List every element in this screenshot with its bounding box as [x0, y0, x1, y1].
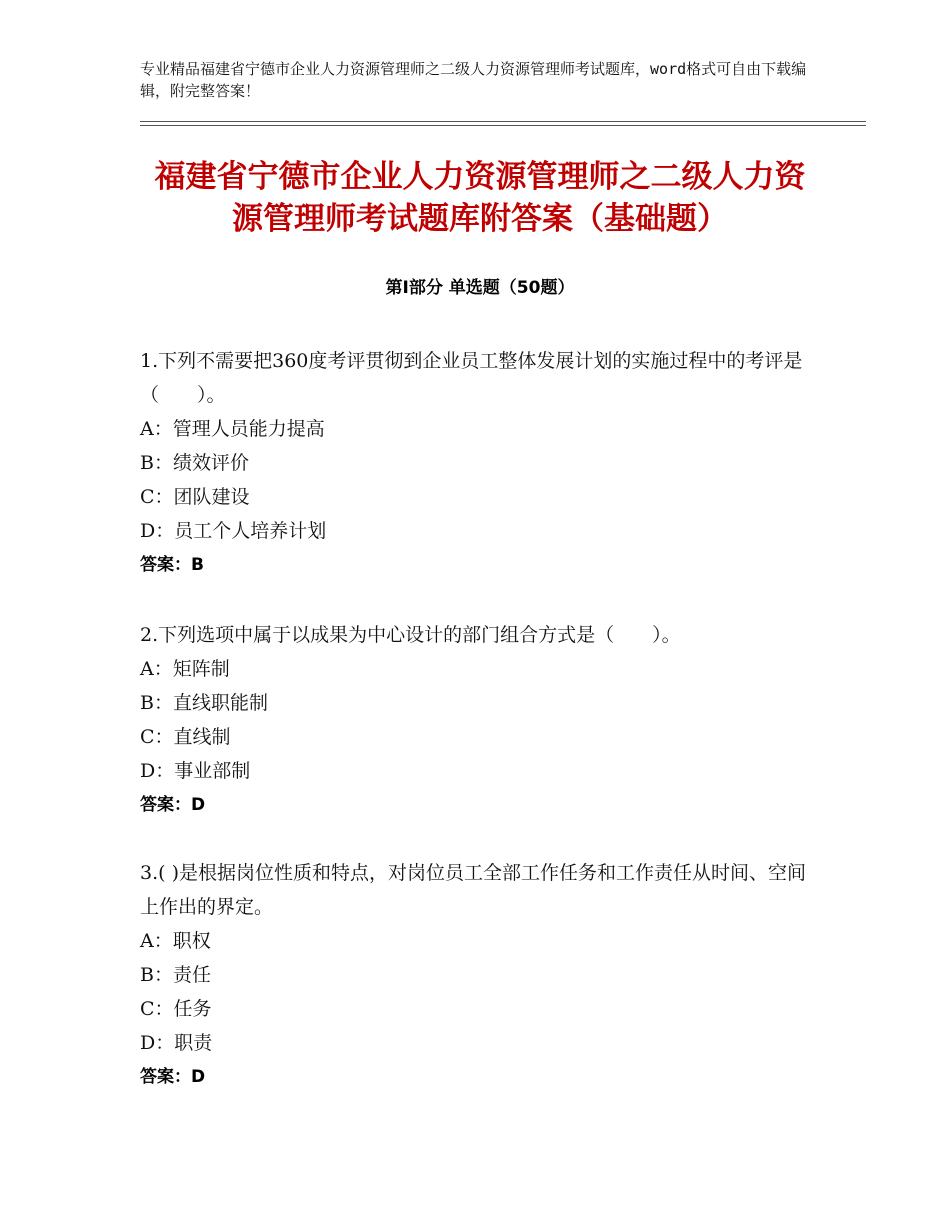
option-b: B：责任 [140, 964, 211, 986]
option-a: A：管理人员能力提高 [140, 418, 325, 440]
option-b: B：绩效评价 [140, 452, 249, 474]
question-item [140, 344, 820, 582]
question-stem: 2.下列选项中属于以成果为中心设计的部门组合方式是（ ）。 [140, 624, 681, 646]
option-d: D：职责 [140, 1032, 213, 1054]
option-d: D：员工个人培养计划 [140, 520, 327, 542]
answer-label: 答案：D [140, 795, 206, 815]
answer-label: 答案：D [140, 1067, 206, 1087]
document-title: 福建省宁德市企业人力资源管理师之二级人力资源管理师考试题库附答案（基础题） [154, 159, 806, 237]
header-note: 专业精品福建省宁德市企业人力资源管理师之二级人力资源管理师考试题库，word格式可自由下载编辑，附完整答案！ [140, 60, 807, 100]
header-divider-bottom [140, 125, 866, 126]
option-b: B：直线职能制 [140, 692, 268, 714]
option-a: A：矩阵制 [140, 658, 230, 680]
option-c: C：任务 [140, 998, 212, 1020]
option-d: D：事业部制 [140, 760, 251, 782]
option-c: C：团队建设 [140, 486, 250, 508]
header-divider-top [140, 121, 866, 122]
option-c: C：直线制 [140, 726, 231, 748]
answer-label: 答案：B [140, 555, 204, 575]
question-item [140, 618, 820, 822]
question-item [140, 856, 820, 1094]
option-a: A：职权 [140, 930, 211, 952]
question-stem: 3.( )是根据岗位性质和特点，对岗位员工全部工作任务和工作责任从时间、空间上作出的界定。 [140, 862, 806, 918]
section-heading: 第Ⅰ部分 单选题（50题） [385, 278, 575, 298]
question-stem: 1.下列不需要把360度考评贯彻到企业员工整体发展计划的实施过程中的考评是（ ）。 [140, 350, 803, 406]
